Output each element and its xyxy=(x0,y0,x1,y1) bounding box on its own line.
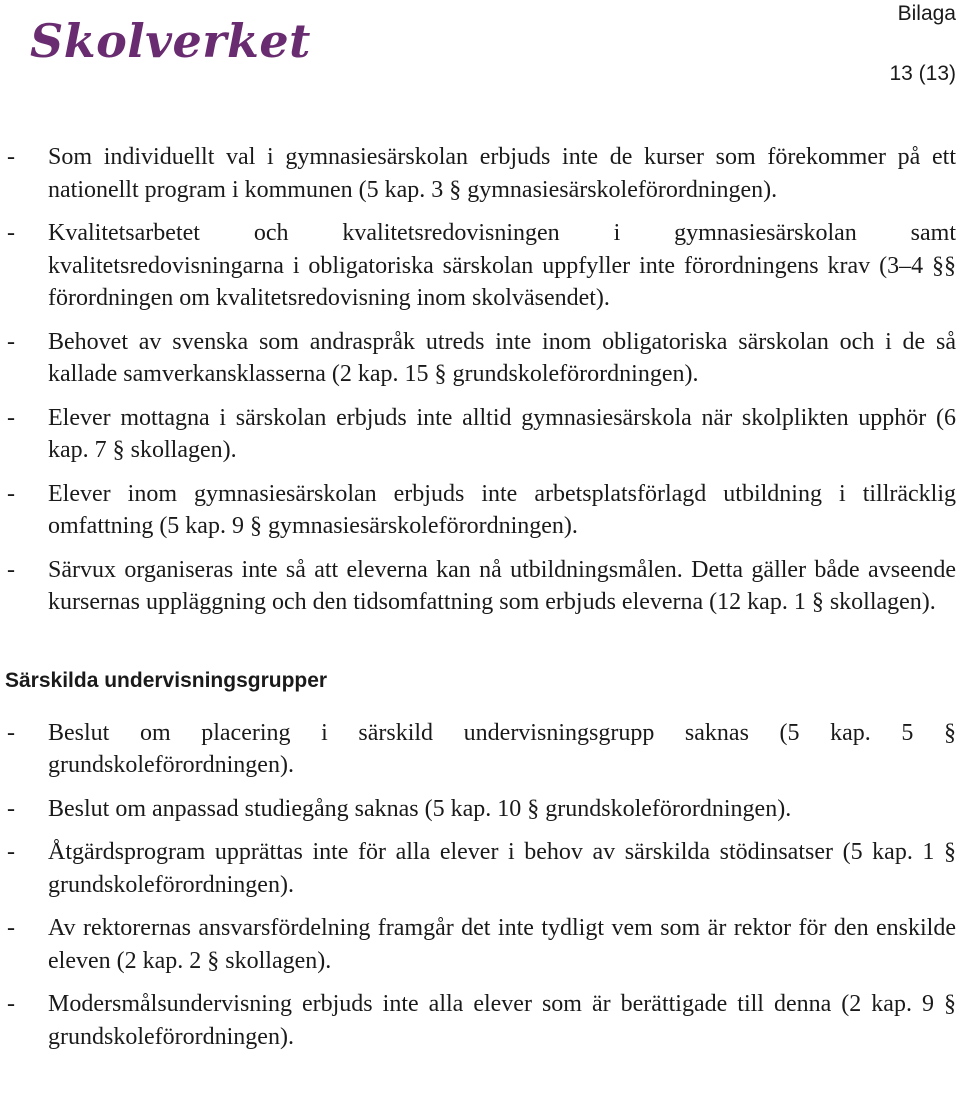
attachment-label: Bilaga xyxy=(897,2,956,25)
page-number: 13 (13) xyxy=(889,62,956,85)
list-item: - Modersmålsundervisning erbjuds inte alla elever som är berättigade till denna (2 kap. 9 § grundskoleförordningen). xyxy=(5,988,956,1053)
page-header xyxy=(0,0,960,100)
list-item: - Av rektorernas ansvarsfördelning framgår det inte tydligt vem som är rektor för den enskilde eleven (2 kap. 2 § skollagen). xyxy=(5,912,956,977)
skolverket-logo: Skolverket xyxy=(30,14,311,68)
list-item: - Åtgärdsprogram upprättas inte för alla elever i behov av särskilda stödinsatser (5 kap. 1 § grundskoleförordningen). xyxy=(5,836,956,901)
list-item: - Elever mottagna i särskolan erbjuds inte alltid gymnasiesärskola när skolplikten upphör (6 kap. 7 § skollagen). xyxy=(5,402,956,467)
list-item: - Behovet av svenska som andraspråk utreds inte inom obligatoriska särskolan och i de så kallade samverkansklasserna (2 kap. 15 § grundskoleförordningen). xyxy=(5,326,956,391)
list-item: - Särvux organiseras inte så att eleverna kan nå utbildningsmålen. Detta gäller både avseende kursernas uppläggning och den tidsomfattning som erbjuds eleverna (12 kap. 1 § skollagen). xyxy=(5,554,956,619)
list-item: - Beslut om placering i särskild undervisningsgrupp saknas (5 kap. 5 § grundskoleförordningen). xyxy=(5,717,956,782)
list-item: - Beslut om anpassad studiegång saknas (5 kap. 10 § grundskoleförordningen). xyxy=(5,793,956,826)
document-body xyxy=(5,141,956,1064)
list-item: - Som individuellt val i gymnasiesärskolan erbjuds inte de kurser som förekommer på ett nationellt program i kommunen (5 kap. 3 § gymnasiesärskoleförordningen). xyxy=(5,141,956,206)
findings-list xyxy=(5,141,956,619)
section-heading: Särskilda undervisningsgrupper xyxy=(5,668,328,692)
list-item: - Elever inom gymnasiesärskolan erbjuds inte arbetsplatsförlagd utbildning i tillräcklig omfattning (5 kap. 9 § gymnasiesärskoleförordningen). xyxy=(5,478,956,543)
special-groups-list xyxy=(5,717,956,1054)
list-item: - Kvalitetsarbetet och kvalitetsredovisningen i gymnasiesärskolan samt kvalitetsredovisningarna i obligatoriska särskolan uppfyller inte förordningens krav (3–4 §§ förordningen om kvalitetsredovisning inom skolväsendet). xyxy=(5,217,956,315)
